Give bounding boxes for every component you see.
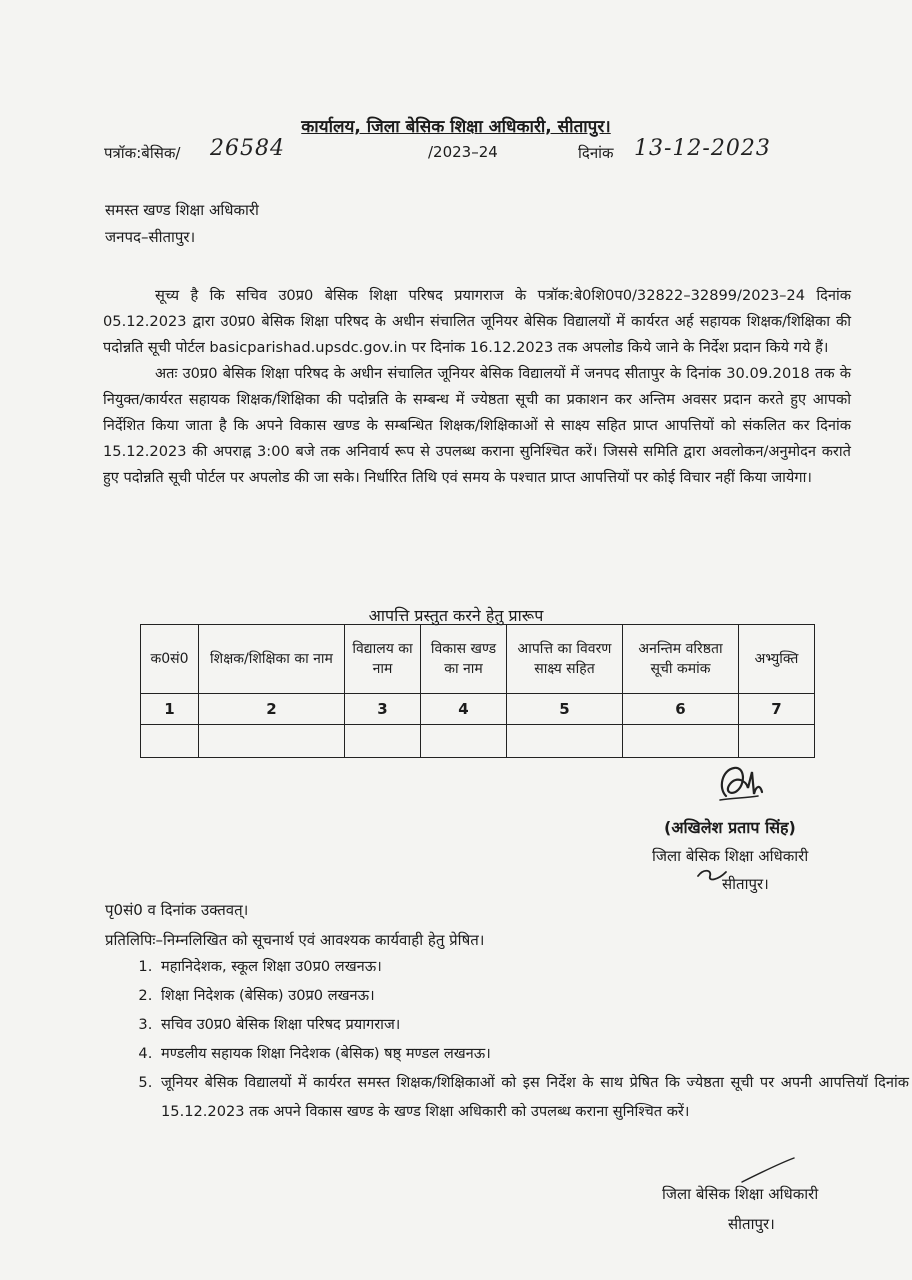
column-number-4: 4 (421, 694, 507, 725)
copy-recipients-list (105, 952, 909, 1126)
column-number-5: 5 (507, 694, 623, 725)
empty-cell (199, 725, 345, 758)
list-item: 4. मण्डलीय सहायक शिक्षा निदेशक (बेसिक) षष्ठ् मण्डल लखनऊ। (157, 1039, 909, 1068)
column-number-2: 2 (199, 694, 345, 725)
objection-format-table (140, 624, 815, 758)
empty-cell (507, 725, 623, 758)
reference-prefix: पत्रॉक:बेसिक/ (104, 144, 181, 162)
empty-cell (739, 725, 815, 758)
letter-body (103, 283, 851, 491)
form-title: आपत्ति प्रस्तुत करने हेतु प्रारूप (368, 606, 544, 625)
copy-heading: प्रतिलिपिः–निम्नलिखित को सूचनार्थ एवं आवश्यक कार्यवाही हेतु प्रेषित। (105, 931, 485, 949)
officer-name: (अखिलेश प्रताप सिंह) (664, 818, 796, 837)
copy-reference: पृ0सं0 व दिनांक उक्तवत्। (105, 901, 249, 919)
footer-place: सीतापुर। (728, 1215, 775, 1233)
table-row (141, 725, 815, 758)
column-number-6: 6 (623, 694, 739, 725)
date-label: दिनांक (578, 144, 614, 162)
empty-cell (623, 725, 739, 758)
body-paragraph-1: सूच्य है कि सचिव उ0प्र0 बेसिक शिक्षा परिषद प्रयागराज के पत्रॉक:बे0शि0प0/32822–32899/2023–24 दिनांक 05.12.2023 द्वारा उ0प्र0 बेसिक शिक्षा परिषद के अधीन संचालित जूनियर बेसिक विद्यालयों में कार्यरत अर्ह सहायक शिक्षक/शिक्षिका की पदोन्नति सूची पोर्टल basicparishad.upsdc.gov.in पर दिनांक 16.12.2023 तक अपलोड किये जाने के निर्देश प्रदान किये गये हैं। (103, 287, 851, 356)
table-row (141, 694, 815, 725)
addressee-line-2: जनपद–सीतापुर। (105, 228, 196, 246)
header-objection-details: आपत्ति का विवरण साक्ष्य सहित (507, 625, 623, 694)
empty-cell (421, 725, 507, 758)
table-header-row (141, 625, 815, 694)
footer-signature-stroke (738, 1156, 798, 1186)
header-teacher-name: शिक्षक/शिक्षिका का नाम (199, 625, 345, 694)
officer-designation: जिला बेसिक शिक्षा अधिकारी (652, 847, 809, 865)
reference-year: /2023–24 (428, 143, 498, 161)
list-item: 1. महानिदेशक, स्कूल शिक्षा उ0प्र0 लखनऊ। (157, 952, 909, 981)
reference-number-handwritten: 26584 (210, 136, 285, 161)
footer-designation: जिला बेसिक शिक्षा अधिकारी (662, 1185, 819, 1203)
empty-cell (141, 725, 199, 758)
body-paragraph-2: अतः उ0प्र0 बेसिक शिक्षा परिषद के अधीन संचालित जूनियर बेसिक विद्यालयों में जनपद सीतापुर के दिनांक 30.09.2018 तक के नियुक्त/कार्यरत सहायक शिक्षक/शिक्षिका की पदोन्नति के सम्बन्ध में ज्येष्ठता सूची का प्रकाशन कर अन्तिम अवसर प्रदान करते हुए आपको निर्देशित किया जाता है कि अपने विकास खण्ड के सम्बन्धित शिक्षक/शिक्षिकाओं से साक्ष्य सहित प्राप्त आपत्तियों को संकलित कर दिनांक 15.12.2023 की अपराह्न 3:00 बजे तक अनिवार्य रूप से उपलब्ध कराना सुनिश्चित करें। जिससे समिति द्वारा अवलोकन/अनुमोदन कराते हुए पदोन्नति सूची पोर्टल पर अपलोड की जा सके। निर्धारित तिथि एवं समय के पश्चात प्राप्त आपत्तियों पर कोई विचार नहीं किया जायेगा। (103, 365, 851, 486)
header-remarks: अभ्युक्ति (739, 625, 815, 694)
officer-signature (712, 760, 772, 810)
addressee-line-1: समस्त खण्ड शिक्षा अधिकारी (105, 201, 259, 219)
list-item: 2. शिक्षा निदेशक (बेसिक) उ0प्र0 लखनऊ। (157, 981, 909, 1010)
column-number-1: 1 (141, 694, 199, 725)
header-school-name: विद्यालय का नाम (345, 625, 421, 694)
empty-cell (345, 725, 421, 758)
header-serial: क0सं0 (141, 625, 199, 694)
header-block-name: विकास खण्ड का नाम (421, 625, 507, 694)
date-value-handwritten: 13-12-2023 (634, 136, 771, 161)
header-seniority-number: अनन्तिम वरिष्ठता सूची कमांक (623, 625, 739, 694)
list-item: 5. जूनियर बेसिक विद्यालयों में कार्यरत समस्त शिक्षक/शिक्षिकाओं को इस निर्देश के साथ प्रेषित कि ज्येष्ठता सूची पर अपनी आपत्तियॉ दिनांक 15.12.2023 तक अपने विकास खण्ड के खण्ड शिक्षा अधिकारी को उपलब्ध कराना सुनिश्चित करें। (157, 1068, 909, 1126)
officer-place: सीतापुर। (722, 875, 769, 893)
column-number-3: 3 (345, 694, 421, 725)
office-title: कार्यालय, जिला बेसिक शिक्षा अधिकारी, सीतापुर। (301, 117, 611, 137)
list-item: 3. सचिव उ0प्र0 बेसिक शिक्षा परिषद प्रयागराज। (157, 1010, 909, 1039)
column-number-7: 7 (739, 694, 815, 725)
